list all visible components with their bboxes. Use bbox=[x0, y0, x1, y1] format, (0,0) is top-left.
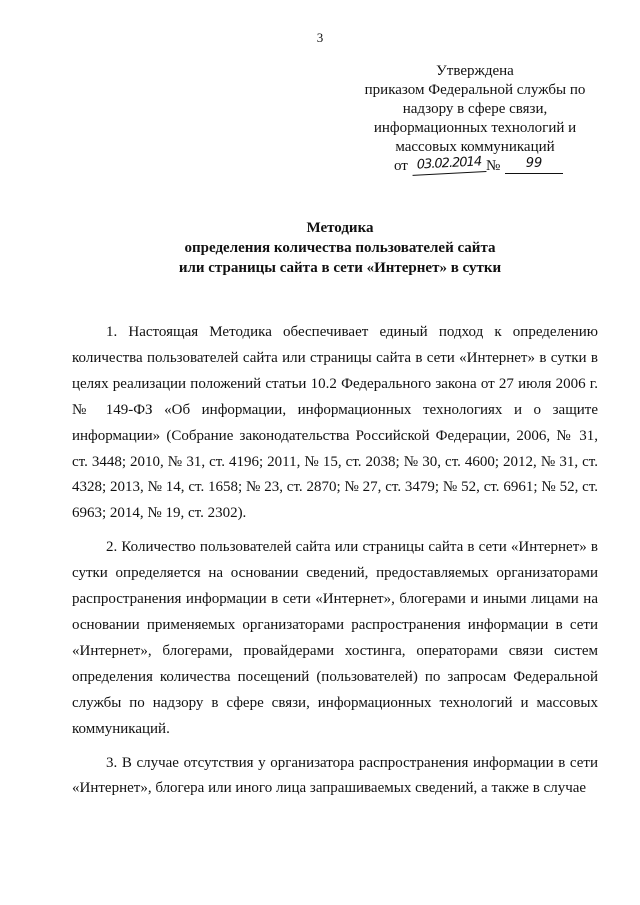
title-line: Методика bbox=[306, 220, 374, 236]
document-body bbox=[72, 320, 598, 802]
approval-line: приказом Федеральной службы по bbox=[364, 82, 586, 98]
title-line: определения количества пользователей сайта bbox=[184, 240, 496, 256]
order-date-label: от bbox=[394, 158, 408, 174]
order-number-handwritten: 99 bbox=[505, 154, 563, 174]
paragraph-1: 1. Настоящая Методика обеспечивает единый подход к определению количества пользователей сайта или страницы сайта в сети «Интернет» в сутки в целях реализации положений статьи 10.2 Федерального закона от 27 июля 2006 г. № 149-ФЗ «Об информации, информационных технологиях и о защите информации» (Собрание законодательства Российской Федерации, 2006, № 31, ст. 3448; 2010, № 31, ст. 4196; 2011, № 15, ст. 2038; № 30, ст. 4600; 2012, № 31, ст. 4328; 2013, № 14, ст. 1658; № 23, ст. 2870; № 27, ст. 3479; № 52, ст. 6961; № 52, ст. 6963; 2014, № 19, ст. 2302). bbox=[72, 324, 598, 522]
paragraph-3: 3. В случае отсутствия у организатора распространения информации в сети «Интернет», блогера или иного лица запрашиваемых сведений, а также в случае bbox=[72, 754, 598, 797]
approval-line: надзору в сфере связи, bbox=[402, 101, 548, 117]
approval-block bbox=[360, 62, 590, 176]
order-date-handwritten: 03.02.2014 bbox=[412, 152, 487, 176]
approval-line: массовых коммуникаций bbox=[395, 139, 555, 155]
approval-line: информационных технологий и bbox=[373, 120, 577, 136]
title-line: или страницы сайта в сети «Интернет» в сутки bbox=[178, 260, 502, 276]
approval-line: Утверждена bbox=[436, 63, 514, 79]
order-reference bbox=[360, 154, 590, 176]
document-title bbox=[100, 218, 580, 278]
page-number: 3 bbox=[316, 30, 324, 45]
order-number-label: № bbox=[486, 158, 501, 174]
paragraph-2: 2. Количество пользователей сайта или страницы сайта в сети «Интернет» в сутки определяется на основании сведений, предоставляемых организаторами распространения информации в сети «Интернет», блогерами и иными лицами на основании применяемых организаторами распространения информации в сети «Интернет», блогерами, провайдерами хостинга, операторами связи систем определения количества посещений (пользователей) по запросам Федеральной службы по надзору в сфере связи, информационных технологий и массовых коммуникаций. bbox=[72, 539, 598, 737]
